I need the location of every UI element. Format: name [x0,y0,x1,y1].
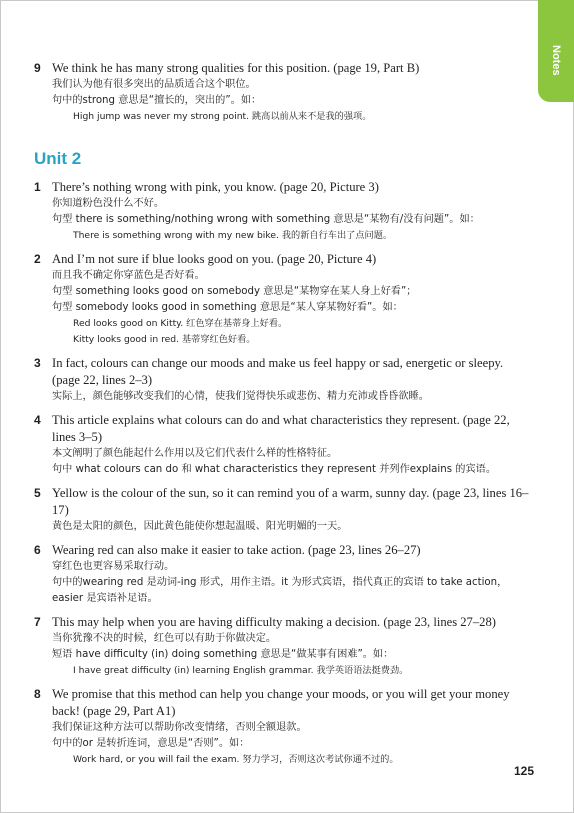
note-chinese: 句型 somebody looks good in something 意思是“某人穿某物好看”。如： [52,302,403,313]
page-number: 125 [513,764,534,778]
note-example: There is something wrong with my new bike. 我的新自行车出了点问题。 [73,230,393,241]
note-chinese: 我们保证这种方法可以帮助你改变情绪，否则全额退款。 [52,722,307,733]
note-item-9 [34,60,534,125]
note-number: 1 [34,180,41,194]
note-english: We think he has many strong qualities for this position. (page 19, Part B) [52,61,420,75]
note-number: 6 [34,543,41,557]
note-chinese: 黄色是太阳的颜色，因此黄色能使你想起温暖、阳光明媚的一天。 [52,521,348,532]
note-example: Kitty looks good in red. 基蒂穿红色好看。 [73,334,256,345]
note-chinese: 句中的or 是转折连词，意思是“否则”。如： [52,738,250,749]
note-item [34,542,534,607]
note-number: 3 [34,356,41,370]
note-chinese: 句中的strong 意思是“擅长的，突出的”。如： [52,95,262,106]
unit-items [34,179,534,768]
note-example: Work hard, or you will fail the exam. 努力学习，否则这次考试你通不过的。 [73,754,399,765]
note-english: This article explains what colours can do and what characteristics they represent. (page 22, lines 3–5) [52,413,510,444]
note-english: There’s nothing wrong with pink, you know. (page 20, Picture 3) [52,180,379,194]
notes-content [34,60,534,775]
note-chinese: 穿红色也更容易采取行动。 [52,561,175,572]
note-chinese: 你知道粉色没什么不好。 [52,198,165,209]
note-english: Yellow is the colour of the sun, so it can remind you of a warm, sunny day. (page 23, lines 16–17) [52,486,529,517]
note-chinese: 实际上，颜色能够改变我们的心情，使我们觉得快乐或悲伤、精力充沛或昏昏欲睡。 [52,391,429,402]
note-item [34,251,534,348]
note-number: 7 [34,615,41,629]
note-item [34,355,534,405]
note-chinese: 当你犹豫不决的时候，红色可以有助于你做决定。 [52,633,277,644]
note-english: Wearing red can also make it easier to take action. (page 23, lines 26–27) [52,543,421,557]
note-english: In fact, colours can change our moods and make us feel happy or sad, energetic or sleepy. (page 22, lines 2–3) [52,356,504,387]
note-item [34,686,534,768]
note-chinese: 短语 have difficulty (in) doing something 意思是“做某事有困难”。如： [52,649,394,660]
note-number: 4 [34,413,41,427]
note-chinese: 句型 something looks good on somebody 意思是“某物穿在某人身上好看”； [52,286,417,297]
note-chinese: 句中 what colours can do 和 what characteristics they represent 并列作explains 的宾语。 [52,464,497,475]
note-chinese: 我们认为他有很多突出的品质适合这个职位。 [52,79,256,90]
notes-tab [538,0,574,102]
note-chinese: 本文阐明了颜色能起什么作用以及它们代表什么样的性格特征。 [52,448,338,459]
note-example: Red looks good on Kitty. 红色穿在基蒂身上好看。 [73,318,288,329]
note-number: 9 [34,61,41,75]
note-number: 2 [34,252,41,266]
notes-tab-label: Notes [550,44,562,76]
note-item [34,179,534,244]
note-item [34,614,534,679]
note-chinese: 句中的wearing red 是动词-ing 形式，用作主语。it 为形式宾语，指代真正的宾语 to take action，easier 是宾语补足语。 [52,577,508,604]
note-english: And I’m not sure if blue looks good on you. (page 20, Picture 4) [52,252,377,266]
unit-heading: Unit 2 [34,149,82,168]
note-example: High jump was never my strong point. 跳高以前从来不是我的强项。 [73,111,372,122]
note-item [34,412,534,478]
note-item [34,485,534,535]
note-english: We promise that this method can help you change your moods, or you will get your money back! (page 29, Part A1) [52,687,510,718]
note-chinese: 而且我不确定你穿蓝色是否好看。 [52,270,205,281]
note-number: 5 [34,486,41,500]
note-number: 8 [34,687,41,701]
note-english: This may help when you are having difficulty making a decision. (page 23, lines 27–28) [52,615,496,629]
note-example: I have great difficulty (in) learning English grammar. 我学英语语法挺费劲。 [73,665,409,676]
note-chinese: 句型 there is something/nothing wrong with something 意思是“某物有/没有问题”。如： [52,214,480,225]
